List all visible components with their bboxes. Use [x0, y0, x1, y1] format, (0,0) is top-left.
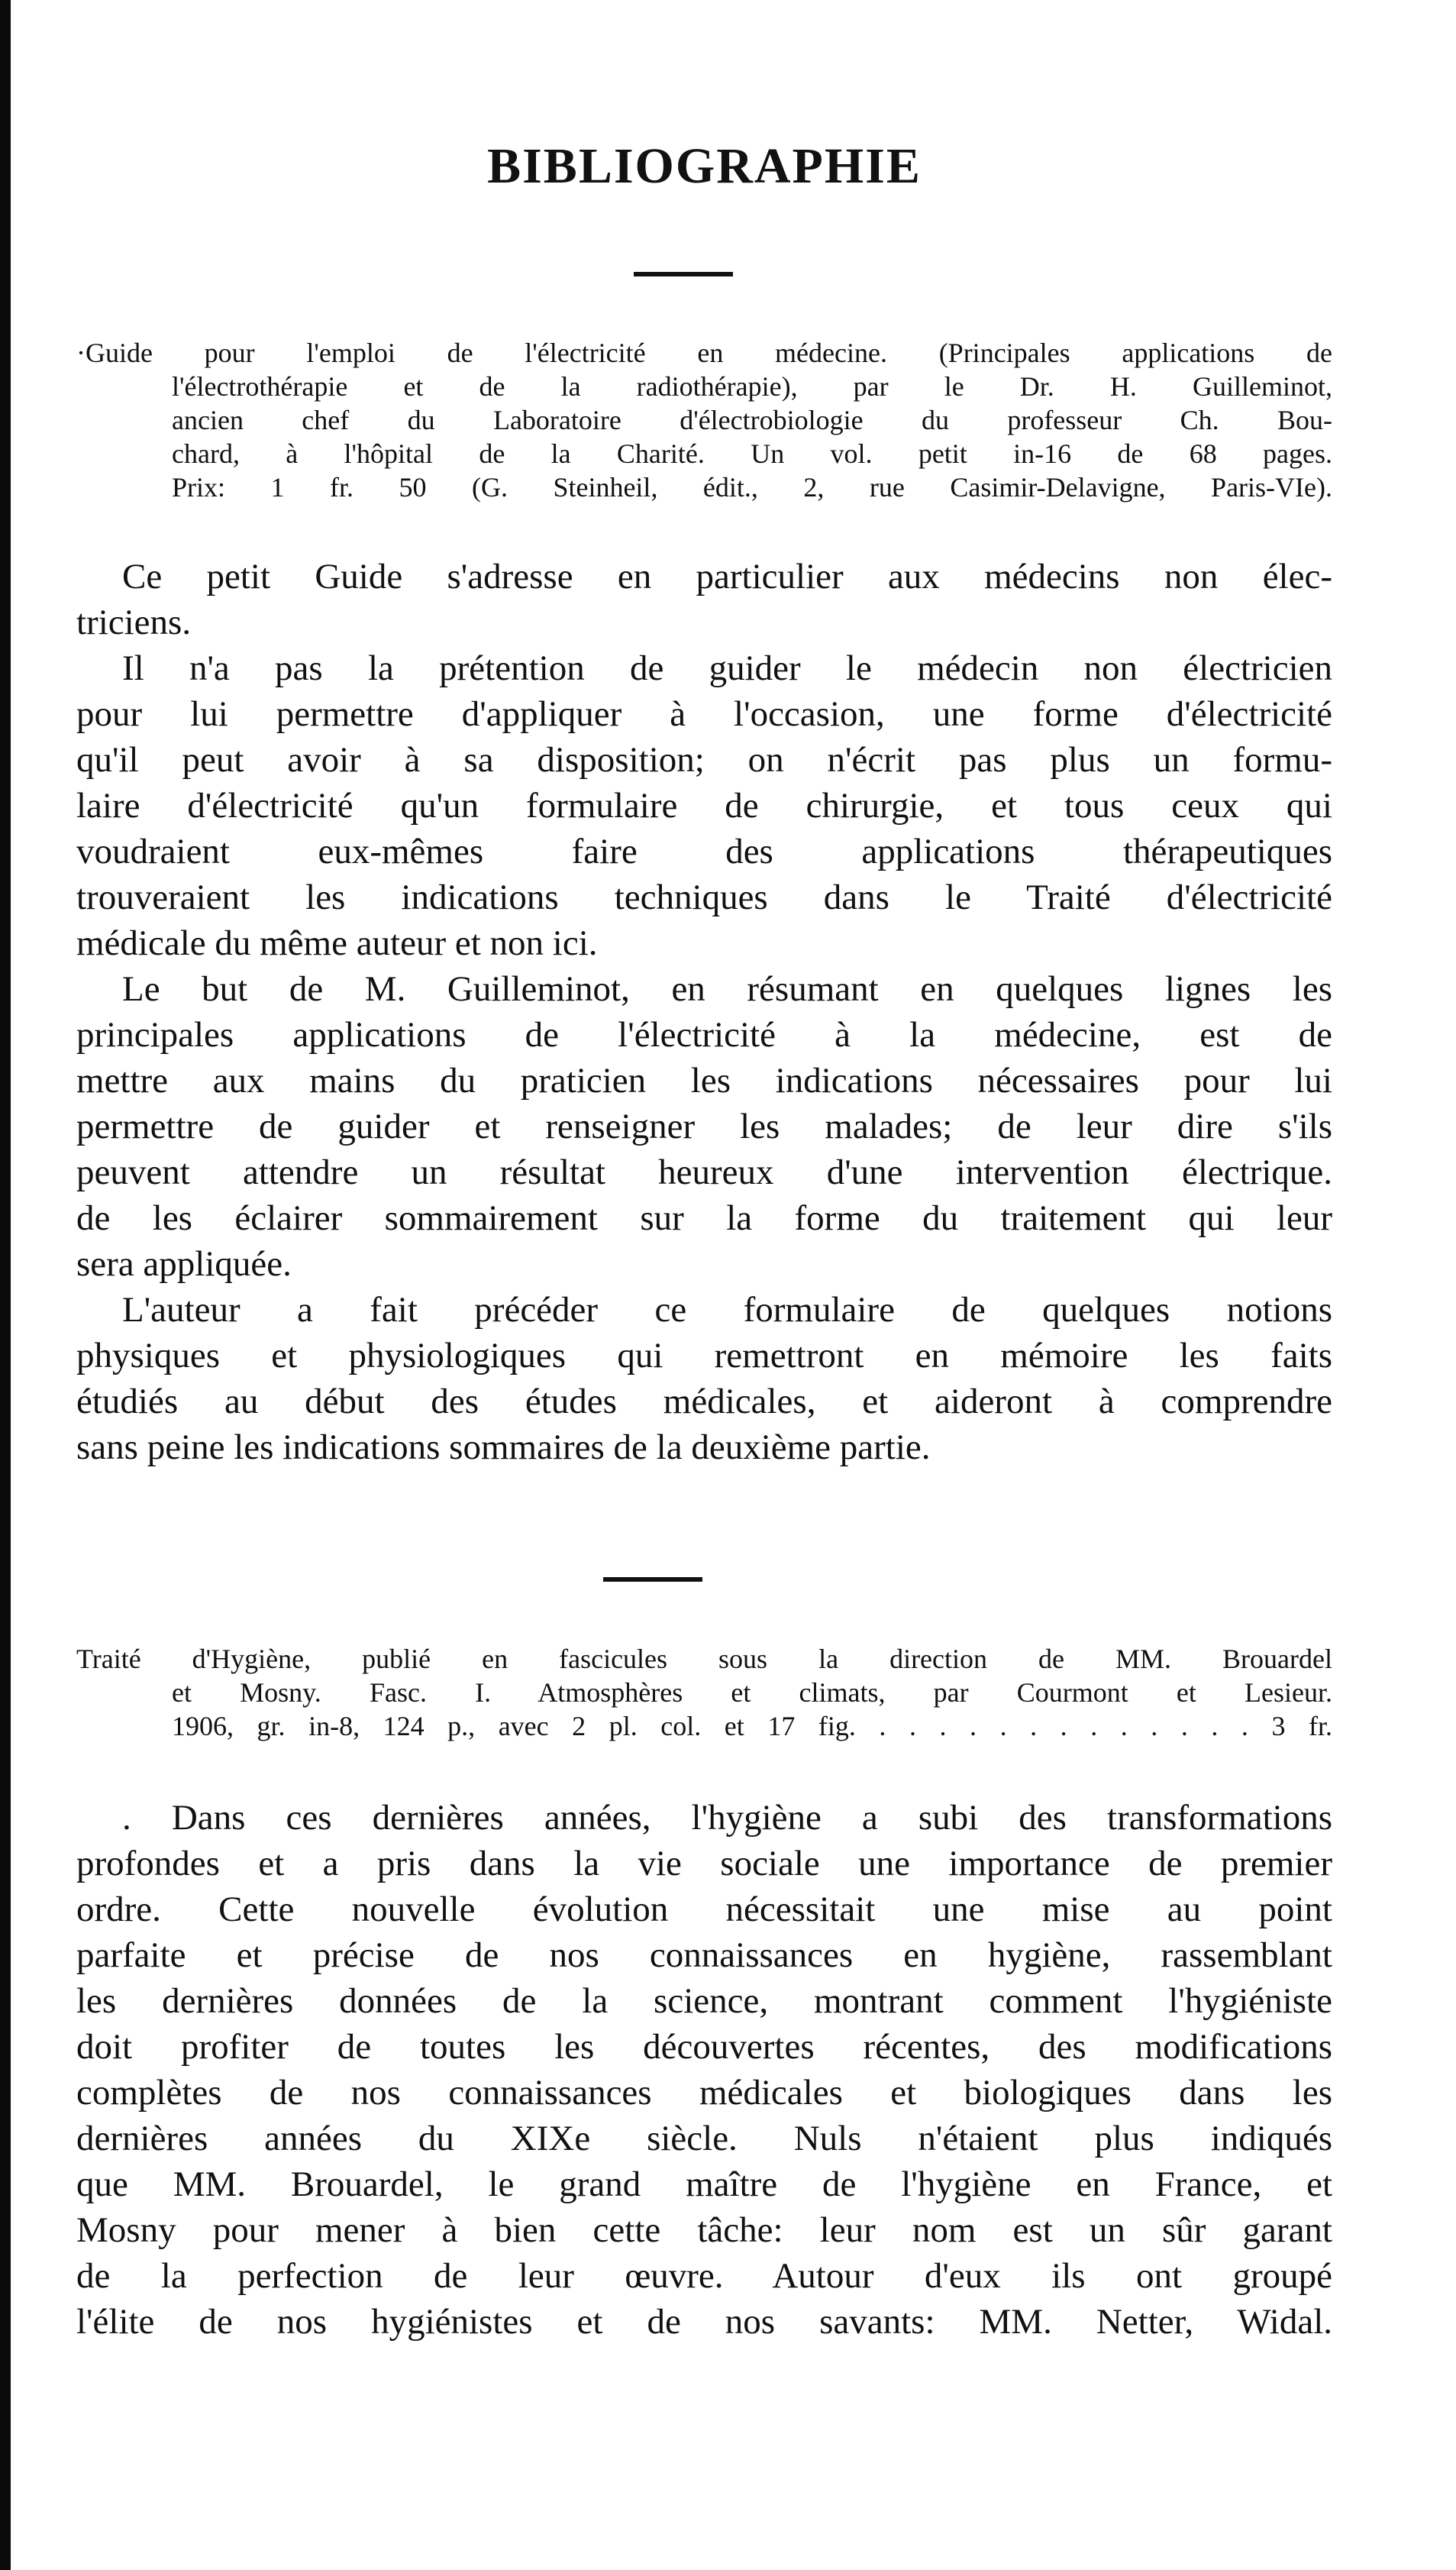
text-line: parfaite et précise de nos connaissances en hygiène, rassemblant	[76, 1935, 1332, 1975]
text-line: pour lui permettre d'appliquer à l'occasion, une forme d'électricité	[76, 694, 1332, 734]
text-line: physiques et physiologiques qui remettront en mémoire les faits	[76, 1336, 1332, 1376]
text-line: profondes et a pris dans la vie sociale une importance de premier	[76, 1844, 1332, 1883]
text-line: triciens.	[76, 603, 192, 642]
reference-line: Traité d'Hygiène, publié en fascicules sous la direction de MM. Brouardel	[76, 1644, 1332, 1674]
text-line: dernières années du XIXe siècle. Nuls n'étaient plus indiqués	[76, 2119, 1332, 2158]
text-line: sans peine les indications sommaires de la deuxième partie.	[76, 1427, 931, 1467]
reference-line: l'électrothérapie et de la radiothérapie), par le Dr. H. Guilleminot,	[172, 371, 1332, 402]
text-line: Le but de M. Guilleminot, en résumant en quelques lignes les	[122, 969, 1332, 1009]
bibliographic-reference-1	[76, 336, 1332, 504]
text-line: principales applications de l'électricité à la médecine, est de	[76, 1015, 1332, 1055]
text-line: sera appliquée.	[76, 1244, 292, 1284]
reference-line: ·Guide pour l'emploi de l'électricité en médecine. (Principales applications de	[76, 338, 1332, 368]
text-line: médicale du même auteur et non ici.	[76, 923, 598, 963]
text-line: peuvent attendre un résultat heureux d'une intervention électrique.	[76, 1152, 1332, 1192]
divider-rule	[634, 272, 733, 276]
text-line: L'auteur a fait précéder ce formulaire de quelques notions	[122, 1290, 1332, 1330]
text-line: doit profiter de toutes les découvertes récentes, des modifications	[76, 2027, 1332, 2067]
page-title: BIBLIOGRAPHIE	[487, 138, 922, 194]
bibliographic-reference-2	[76, 1642, 1332, 1743]
text-line: étudiés au début des études médicales, et aideront à comprendre	[76, 1382, 1332, 1421]
reference-line: chard, à l'hôpital de la Charité. Un vol. petit in-16 de 68 pages.	[172, 438, 1332, 469]
text-line: les dernières données de la science, montrant comment l'hygiéniste	[76, 1981, 1332, 2021]
text-line: laire d'électricité qu'un formulaire de chirurgie, et tous ceux qui	[76, 786, 1332, 826]
text-line: l'élite de nos hygiénistes et de nos savants: MM. Netter, Widal.	[76, 2302, 1332, 2342]
text-line: trouveraient les indications techniques dans le Traité d'électricité	[76, 878, 1332, 917]
text-line: permettre de guider et renseigner les malades; de leur dire s'ils	[76, 1107, 1332, 1146]
text-line: de les éclairer sommairement sur la forme du traitement qui leur	[76, 1198, 1332, 1238]
text-line: Il n'a pas la prétention de guider le médecin non électricien	[122, 648, 1332, 688]
divider-rule	[603, 1577, 702, 1582]
reference-line: ancien chef du Laboratoire d'électrobiologie du professeur Ch. Bou-	[172, 405, 1332, 435]
text-line: mettre aux mains du praticien les indications nécessaires pour lui	[76, 1061, 1332, 1101]
text-line: . Dans ces dernières années, l'hygiène a subi des transformations	[122, 1798, 1332, 1838]
text-line: complètes de nos connaissances médicales et biologiques dans les	[76, 2073, 1332, 2113]
text-line: de la perfection de leur œuvre. Autour d'eux ils ont groupé	[76, 2256, 1332, 2296]
reference-line: 1906, gr. in-8, 124 p., avec 2 pl. col. et 17 fig. . . . . . . . . . . . . . 3 fr.	[172, 1711, 1332, 1741]
review-text-1	[76, 554, 1332, 1470]
text-line: voudraient eux-mêmes faire des applications thérapeutiques	[76, 832, 1332, 871]
reference-line: et Mosny. Fasc. I. Atmosphères et climats, par Courmont et Lesieur.	[172, 1677, 1332, 1708]
text-line: Mosny pour mener à bien cette tâche: leur nom est un sûr garant	[76, 2210, 1332, 2250]
text-line: ordre. Cette nouvelle évolution nécessitait une mise au point	[76, 1890, 1332, 1929]
review-text-2	[76, 1795, 1332, 2345]
scan-binding-edge	[0, 0, 11, 2570]
text-line: que MM. Brouardel, le grand maître de l'hygiène en France, et	[76, 2164, 1332, 2204]
reference-line: Prix: 1 fr. 50 (G. Steinheil, édit., 2, rue Casimir-Delavigne, Paris-VIe).	[172, 472, 1332, 503]
text-line: Ce petit Guide s'adresse en particulier aux médecins non élec-	[122, 557, 1332, 596]
text-line: qu'il peut avoir à sa disposition; on n'écrit pas plus un formu-	[76, 740, 1332, 780]
